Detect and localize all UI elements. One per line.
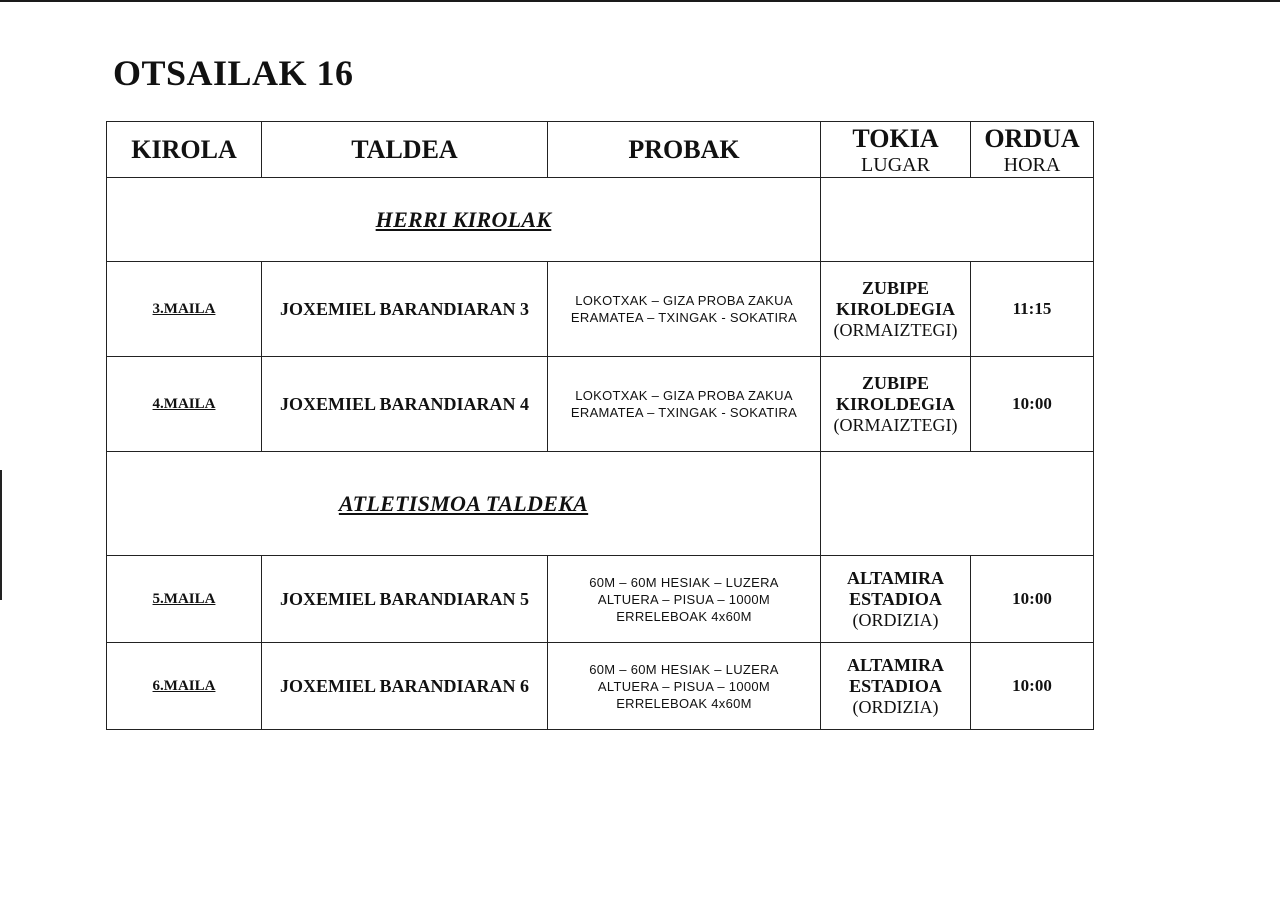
probak-line: ERAMATEA – TXINGAK - SOKATIRA — [570, 405, 798, 420]
tokia-cell — [821, 262, 971, 357]
tokia-venue: ALTAMIRA — [846, 567, 944, 588]
table-row — [107, 643, 1094, 730]
ordua-cell: 10:00 — [971, 357, 1094, 452]
header-ordua-sub: HORA — [1003, 153, 1061, 176]
section-blank-cell — [821, 452, 1094, 556]
tokia-cell — [821, 556, 971, 643]
header-ordua-label: ORDUA — [984, 123, 1080, 153]
tokia-venue: ALTAMIRA — [846, 654, 944, 675]
header-tokia — [821, 122, 971, 178]
tokia-venue-type: KIROLDEGIA — [835, 393, 956, 414]
probak-cell — [548, 556, 821, 643]
tokia-venue-type: ESTADIOA — [849, 675, 942, 696]
taldea-cell: JOXEMIEL BARANDIARAN 5 — [262, 556, 548, 643]
probak-line: ERAMATEA – TXINGAK - SOKATIRA — [570, 310, 798, 325]
header-kirola: KIROLA — [107, 122, 262, 178]
section-title-cell — [107, 452, 821, 556]
taldea-cell: JOXEMIEL BARANDIARAN 6 — [262, 643, 548, 730]
table-row — [107, 357, 1094, 452]
section-title: HERRI KIROLAK — [375, 206, 552, 232]
header-tokia-label: TOKIA — [852, 123, 939, 153]
tokia-city: (ORDIZIA) — [852, 696, 939, 717]
schedule-table — [106, 121, 1094, 730]
section-row-herri-kirolak — [107, 178, 1094, 262]
tokia-city: (ORDIZIA) — [852, 609, 939, 630]
ordua-cell: 11:15 — [971, 262, 1094, 357]
probak-line: ERRELEBOAK 4x60M — [616, 608, 752, 624]
ordua-cell: 10:00 — [971, 643, 1094, 730]
tokia-cell — [821, 643, 971, 730]
tokia-venue: ZUBIPE — [861, 372, 930, 393]
taldea-cell: JOXEMIEL BARANDIARAN 4 — [262, 357, 548, 452]
scan-top-edge — [0, 0, 1280, 2]
taldea-cell: JOXEMIEL BARANDIARAN 3 — [262, 262, 548, 357]
section-blank-cell — [821, 178, 1094, 262]
tokia-venue-type: KIROLDEGIA — [835, 298, 956, 319]
probak-line: ALTUERA – PISUA – 1000M — [597, 591, 771, 607]
tokia-city: (ORMAIZTEGI) — [833, 414, 958, 435]
tokia-venue-type: ESTADIOA — [849, 588, 942, 609]
tokia-city: (ORMAIZTEGI) — [833, 319, 958, 340]
ordua-cell: 10:00 — [971, 556, 1094, 643]
section-title: ATLETISMOA TALDEKA — [338, 490, 589, 516]
probak-line: ALTUERA – PISUA – 1000M — [597, 678, 771, 694]
probak-cell — [548, 262, 821, 357]
probak-cell — [548, 643, 821, 730]
probak-line: LOKOTXAK – GIZA PROBA ZAKUA — [575, 388, 793, 403]
tokia-cell — [821, 357, 971, 452]
table-header-row — [107, 122, 1094, 178]
header-tokia-sub: LUGAR — [861, 153, 930, 176]
probak-line: ERRELEBOAK 4x60M — [616, 695, 752, 711]
probak-cell — [548, 357, 821, 452]
header-taldea: TALDEA — [262, 122, 548, 178]
maila-cell: 5.MAILA — [107, 556, 262, 643]
probak-line: LOKOTXAK – GIZA PROBA ZAKUA — [575, 293, 793, 308]
header-ordua — [971, 122, 1094, 178]
probak-line: 60M – 60M HESIAK – LUZERA — [589, 661, 779, 677]
table-row — [107, 556, 1094, 643]
table-row — [107, 262, 1094, 357]
header-probak: PROBAK — [548, 122, 821, 178]
maila-cell: 3.MAILA — [107, 262, 262, 357]
page-title: OTSAILAK 16 — [113, 53, 354, 93]
section-row-atletismoa-taldeka — [107, 452, 1094, 556]
probak-line: 60M – 60M HESIAK – LUZERA — [589, 574, 779, 590]
scan-left-edge — [0, 470, 2, 600]
tokia-venue: ZUBIPE — [861, 277, 930, 298]
section-title-cell — [107, 178, 821, 262]
maila-cell: 4.MAILA — [107, 357, 262, 452]
maila-cell: 6.MAILA — [107, 643, 262, 730]
